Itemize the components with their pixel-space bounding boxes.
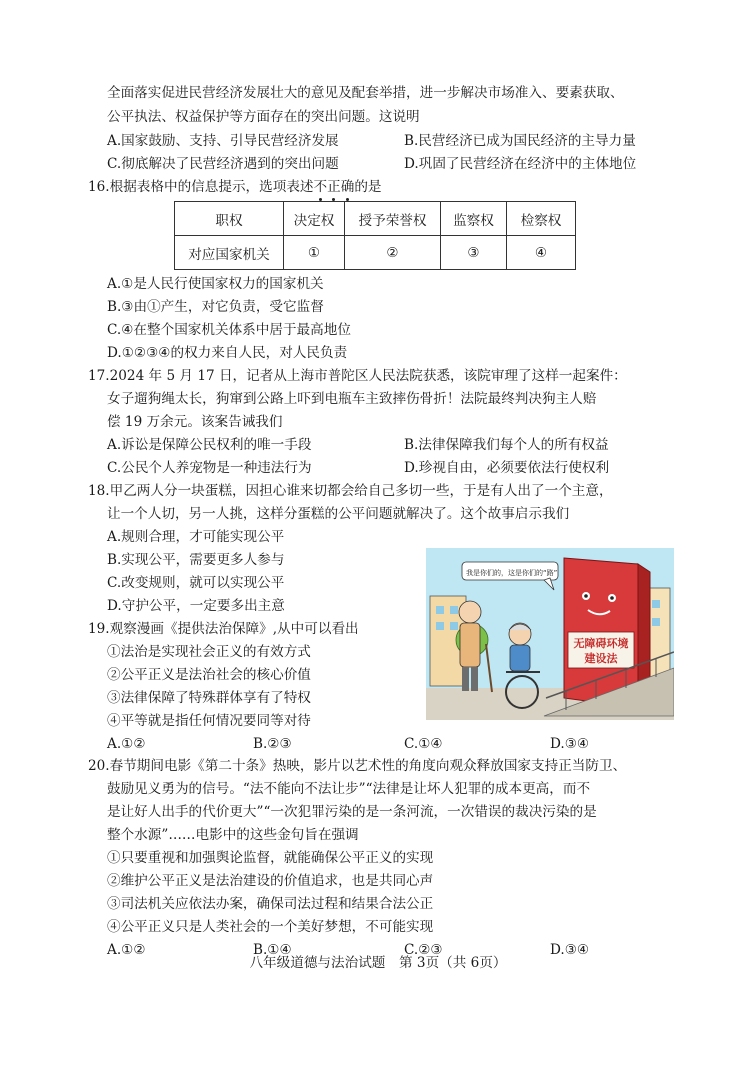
bubble-text: 我是你们的，这是你们的“路” (466, 569, 558, 577)
q15-option-b: B.民营经济已成为国民经济的主导力量 (404, 133, 636, 149)
table-cell: 对应国家机关 (175, 236, 284, 270)
q17-option-d: D.珍视自由，必须要依法行使权利 (404, 460, 610, 476)
q18-option-a: A.规则合理，才可能实现公平 (107, 529, 285, 545)
q18-option-b: B.实现公平，需要更多人参与 (107, 552, 285, 568)
book-title-line1: 无障碍环境 (573, 637, 629, 650)
q20-stem-line3: 是让好人出手的代价更大”“一次犯罪污染的是一条河流，一次错误的裁决污染的是 (107, 804, 597, 820)
q15-stem-line2: 公平执法、权益保护等方面存在的突出问题。这说明 (107, 109, 420, 125)
q17-option-b: B.法律保障我们每个人的所有权益 (404, 437, 609, 453)
q20-stem-line2: 鼓励见义勇为的信号。“法不能向不法让步”“法律是让坏人犯罪的成本更高，而不 (107, 781, 591, 797)
q16-emph-char: 正 (327, 179, 341, 195)
q19-statement-2: ②公平正义是法治社会的核心价值 (107, 667, 311, 683)
q15-option-d: D.巩固了民营经济在经济中的主体地位 (404, 156, 637, 172)
q15-option-c: C.彻底解决了民营经济遇到的突出问题 (107, 156, 339, 172)
table-cell: ④ (507, 236, 576, 270)
q20-option-a: A.①② (107, 942, 146, 958)
window-icon (652, 600, 660, 608)
q16-stem-after: 的是 (354, 179, 382, 195)
q16-option-b: B.③由①产生，对它负责，受它监督 (107, 299, 324, 315)
q17-stem-line2: 女子遛狗绳太长，狗窜到公路上吓到电瓶车主致摔伤骨折！法院最终判决狗主人赔 (107, 391, 597, 407)
table-header-cell: 决定权 (284, 202, 345, 236)
q17-stem-line1: 17.2024 年 5 月 17 日，记者从上海市普陀区人民法院获悉，该院审理了这样一起案件： (88, 368, 627, 384)
page-footer: 八年级道德与法治试题 第 3页（共 6页） (249, 955, 507, 971)
q20-statement-3: ③司法机关应依法办案，确保司法过程和结果合法公正 (107, 896, 434, 912)
q18-stem-line2: 让一个人切，另一人挑，这样分蛋糕的公平问题就解决了。这个故事启示我们 (107, 506, 570, 522)
q19-option-a: A.①② (107, 736, 146, 752)
q18-stem-line1: 18.甲乙两人分一块蛋糕，因担心谁来切都会给自己多切一些，于是有人出了一个主意， (88, 483, 613, 499)
q16-emph-char: 确 (340, 179, 355, 195)
old-man-body (460, 623, 480, 667)
q20-option-c: C.②③ (404, 942, 443, 958)
old-man-leg (462, 667, 469, 691)
q15-option-a: A.国家鼓励、支持、引导民营经济发展 (107, 133, 339, 149)
table-header-cell: 职权 (175, 202, 284, 236)
q19-option-c: C.①④ (404, 736, 443, 752)
old-woman-body (510, 645, 530, 671)
pupil-icon (584, 594, 588, 598)
q19-option-b: B.②③ (253, 736, 292, 752)
q20-stem-line4: 整个水源”……电影中的这些金句旨在强调 (107, 827, 359, 843)
q19-option-d: D.③④ (550, 736, 590, 752)
q16-stem (88, 177, 382, 197)
table-header-cell: 监察权 (441, 202, 507, 236)
q19-statement-3: ③法律保障了特殊群体享有了特权 (107, 690, 311, 706)
q16-option-c: C.④在整个国家机关体系中居于最高地位 (107, 322, 351, 338)
q16-emph-char: 不 (313, 179, 328, 195)
window-icon (652, 618, 660, 626)
q20-stem-line1: 20.春节期间电影《第二十条》热映，影片以艺术性的角度向观众释放国家支持正当防卫、 (88, 758, 627, 774)
book-title-line2: 建设法 (584, 652, 618, 665)
window-icon (450, 606, 458, 614)
q16-table (174, 201, 576, 270)
table-header-cell: 检察权 (507, 202, 576, 236)
q16-option-d: D.①②③④的权力来自人民，对人民负责 (107, 345, 348, 361)
table-header-row (175, 202, 576, 236)
q17-stem-line3: 偿 19 万余元。该案告诫我们 (107, 414, 283, 430)
q18-option-c: C.改变规则，就可以实现公平 (107, 575, 285, 591)
table-header-cell: 授予荣誉权 (345, 202, 441, 236)
window-icon (436, 606, 444, 614)
q20-statement-2: ②维护公平正义是法治建设的价值追求，也是共同心声 (107, 873, 434, 889)
table-cell: ② (345, 236, 441, 270)
q20-statement-1: ①只要重视和加强舆论监督，就能确保公平正义的实现 (107, 850, 434, 866)
q20-statement-4: ④公平正义只是人类社会的一个美好梦想，不可能实现 (107, 919, 434, 935)
q20-option-b: B.①④ (253, 942, 292, 958)
q19-statement-1: ①法治是实现社会正义的有效方式 (107, 644, 311, 660)
table-cell: ① (284, 236, 345, 270)
q18-option-d: D.守护公平，一定要多出主意 (107, 598, 285, 614)
q16-stem-before: 16.根据表格中的信息提示，选项表述 (88, 179, 314, 195)
q16-option-a: A.①是人民行使国家权力的国家机关 (107, 276, 324, 292)
table-cell: ③ (441, 236, 507, 270)
pupil-icon (610, 596, 614, 600)
q20-option-d: D.③④ (550, 942, 590, 958)
q17-option-a: A.诉讼是保障公民权利的唯一手段 (107, 437, 312, 453)
q19-stem: 19.观察漫画《提供法治保障》,从中可以看出 (88, 621, 359, 637)
table-row (175, 236, 576, 270)
q17-option-c: C.公民个人养宠物是一种违法行为 (107, 460, 312, 476)
window-icon (450, 622, 458, 630)
q19-statement-4: ④平等就是指任何情况要同等对待 (107, 713, 311, 729)
window-icon (436, 622, 444, 630)
q15-stem-line1: 全面落实促进民营经济发展壮大的意见及配套举措，进一步解决市场准入、要素获取、 (107, 85, 624, 101)
old-man-head (459, 601, 481, 623)
law-cartoon (426, 548, 674, 720)
old-man-leg (471, 667, 478, 691)
